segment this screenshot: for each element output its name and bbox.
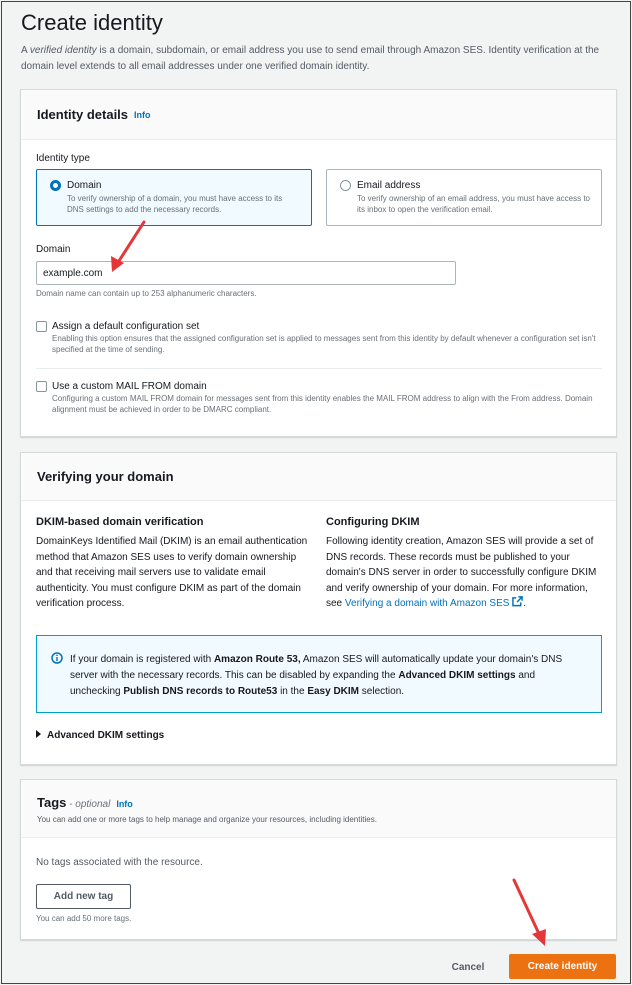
config-set-option [36,320,602,355]
configuring-dkim-column [326,516,601,612]
cancel-button[interactable]: Cancel [442,955,494,979]
tile-title: Email address [357,180,421,191]
tags-hint: You can add 50 more tags. [36,914,132,923]
domain-radio[interactable] [50,180,61,191]
dkim-title: DKIM-based domain verification [36,516,204,528]
info-icon [51,652,63,664]
create-identity-button[interactable]: Create identity [509,954,616,979]
mail-from-checkbox[interactable] [36,381,47,392]
identity-type-email-tile[interactable] [326,169,602,226]
external-link-icon [512,596,523,607]
domain-input[interactable] [36,261,456,285]
option-description: Configuring a custom MAIL FROM domain for messages sent from this identity enables the MAIL FROM address to align with the From address. Domain alignment must be achieved in order to be DMARC compliant. [52,394,593,414]
identity-type-domain-tile[interactable] [36,169,312,226]
optional-label: - optional [66,799,111,810]
panel-header [21,453,616,501]
panel-title: Identity details [37,107,129,122]
tile-description: To verify ownership of a domain, you must have access to its DNS settings to add the necessary records. [67,194,283,214]
panel-header [21,90,616,140]
tags-panel [20,779,617,940]
page-frame [1,1,631,984]
tile-title: Domain [67,180,102,191]
tags-subtitle: You can add one or more tags to help manage and organize your resources, including identities. [37,815,377,824]
panel-header [21,780,616,838]
info-link[interactable]: Info [116,799,133,809]
add-new-tag-button[interactable]: Add new tag [36,884,131,909]
tags-title-row [37,795,600,810]
option-label: Use a custom MAIL FROM domain [52,381,207,392]
tile-description: To verify ownership of an email address, you must have access to its inbox to open the verification email. [357,194,590,214]
option-label: Assign a default configuration set [52,321,200,332]
caret-right-icon [36,730,41,738]
route53-info-alert [36,635,602,713]
domain-label: Domain [36,244,71,255]
option-description: Enabling this option ensures that the assigned configuration set is applied to messages sent from this identity by default whenever a configuration set isn't specified at the time of sending. [52,334,596,354]
configuring-dkim-text: Following identity creation, Amazon SES will provide a set of DNS records. These records must be published to your domain's DNS server in order to successfully configure DKIM and verify ownership of your domain. For more information, see Verifying a domain with Amazon SES . [326,536,597,610]
email-radio[interactable] [340,180,351,191]
mail-from-option [36,380,602,415]
empty-tags-message: No tags associated with the resource. [36,857,203,868]
advanced-dkim-expander[interactable] [36,730,164,741]
panel-title: Tags [37,795,67,810]
domain-hint: Domain name can contain up to 253 alphanumeric characters. [36,289,257,298]
panel-title: Verifying your domain [37,469,174,484]
dkim-text: DomainKeys Identified Mail (DKIM) is an email authentication method that Amazon SES uses to verify domain ownership and that receiving mail servers use to validate email authenticity. You must configure DKIM as part of the domain verification process. [36,536,308,610]
configuring-dkim-title: Configuring DKIM [326,516,420,528]
divider [36,368,602,369]
dkim-column [36,516,311,612]
config-set-checkbox[interactable] [36,321,47,332]
identity-type-label: Identity type [36,153,90,164]
verifying-domain-panel [20,452,617,765]
info-link[interactable]: Info [134,109,151,120]
page-title: Create identity [21,10,163,35]
verify-domain-link[interactable]: Verifying a domain with Amazon SES [344,598,510,610]
alert-text: If your domain is registered with Amazon Route 53, Amazon SES will automatically update your domain's DNS server with the necessary records. This can be disabled by expanding the Advanced DKIM settings and unchecking Publish DNS records to Route53 in the Easy DKIM selection. [70,654,563,697]
expander-label: Advanced DKIM settings [47,730,165,741]
page-description: A verified identity is a domain, subdomain, or email address you use to send email through Amazon SES. Identity verification at the domain level extends to all email addresses under one verified domain identity. [21,45,600,72]
identity-details-panel [20,89,617,437]
